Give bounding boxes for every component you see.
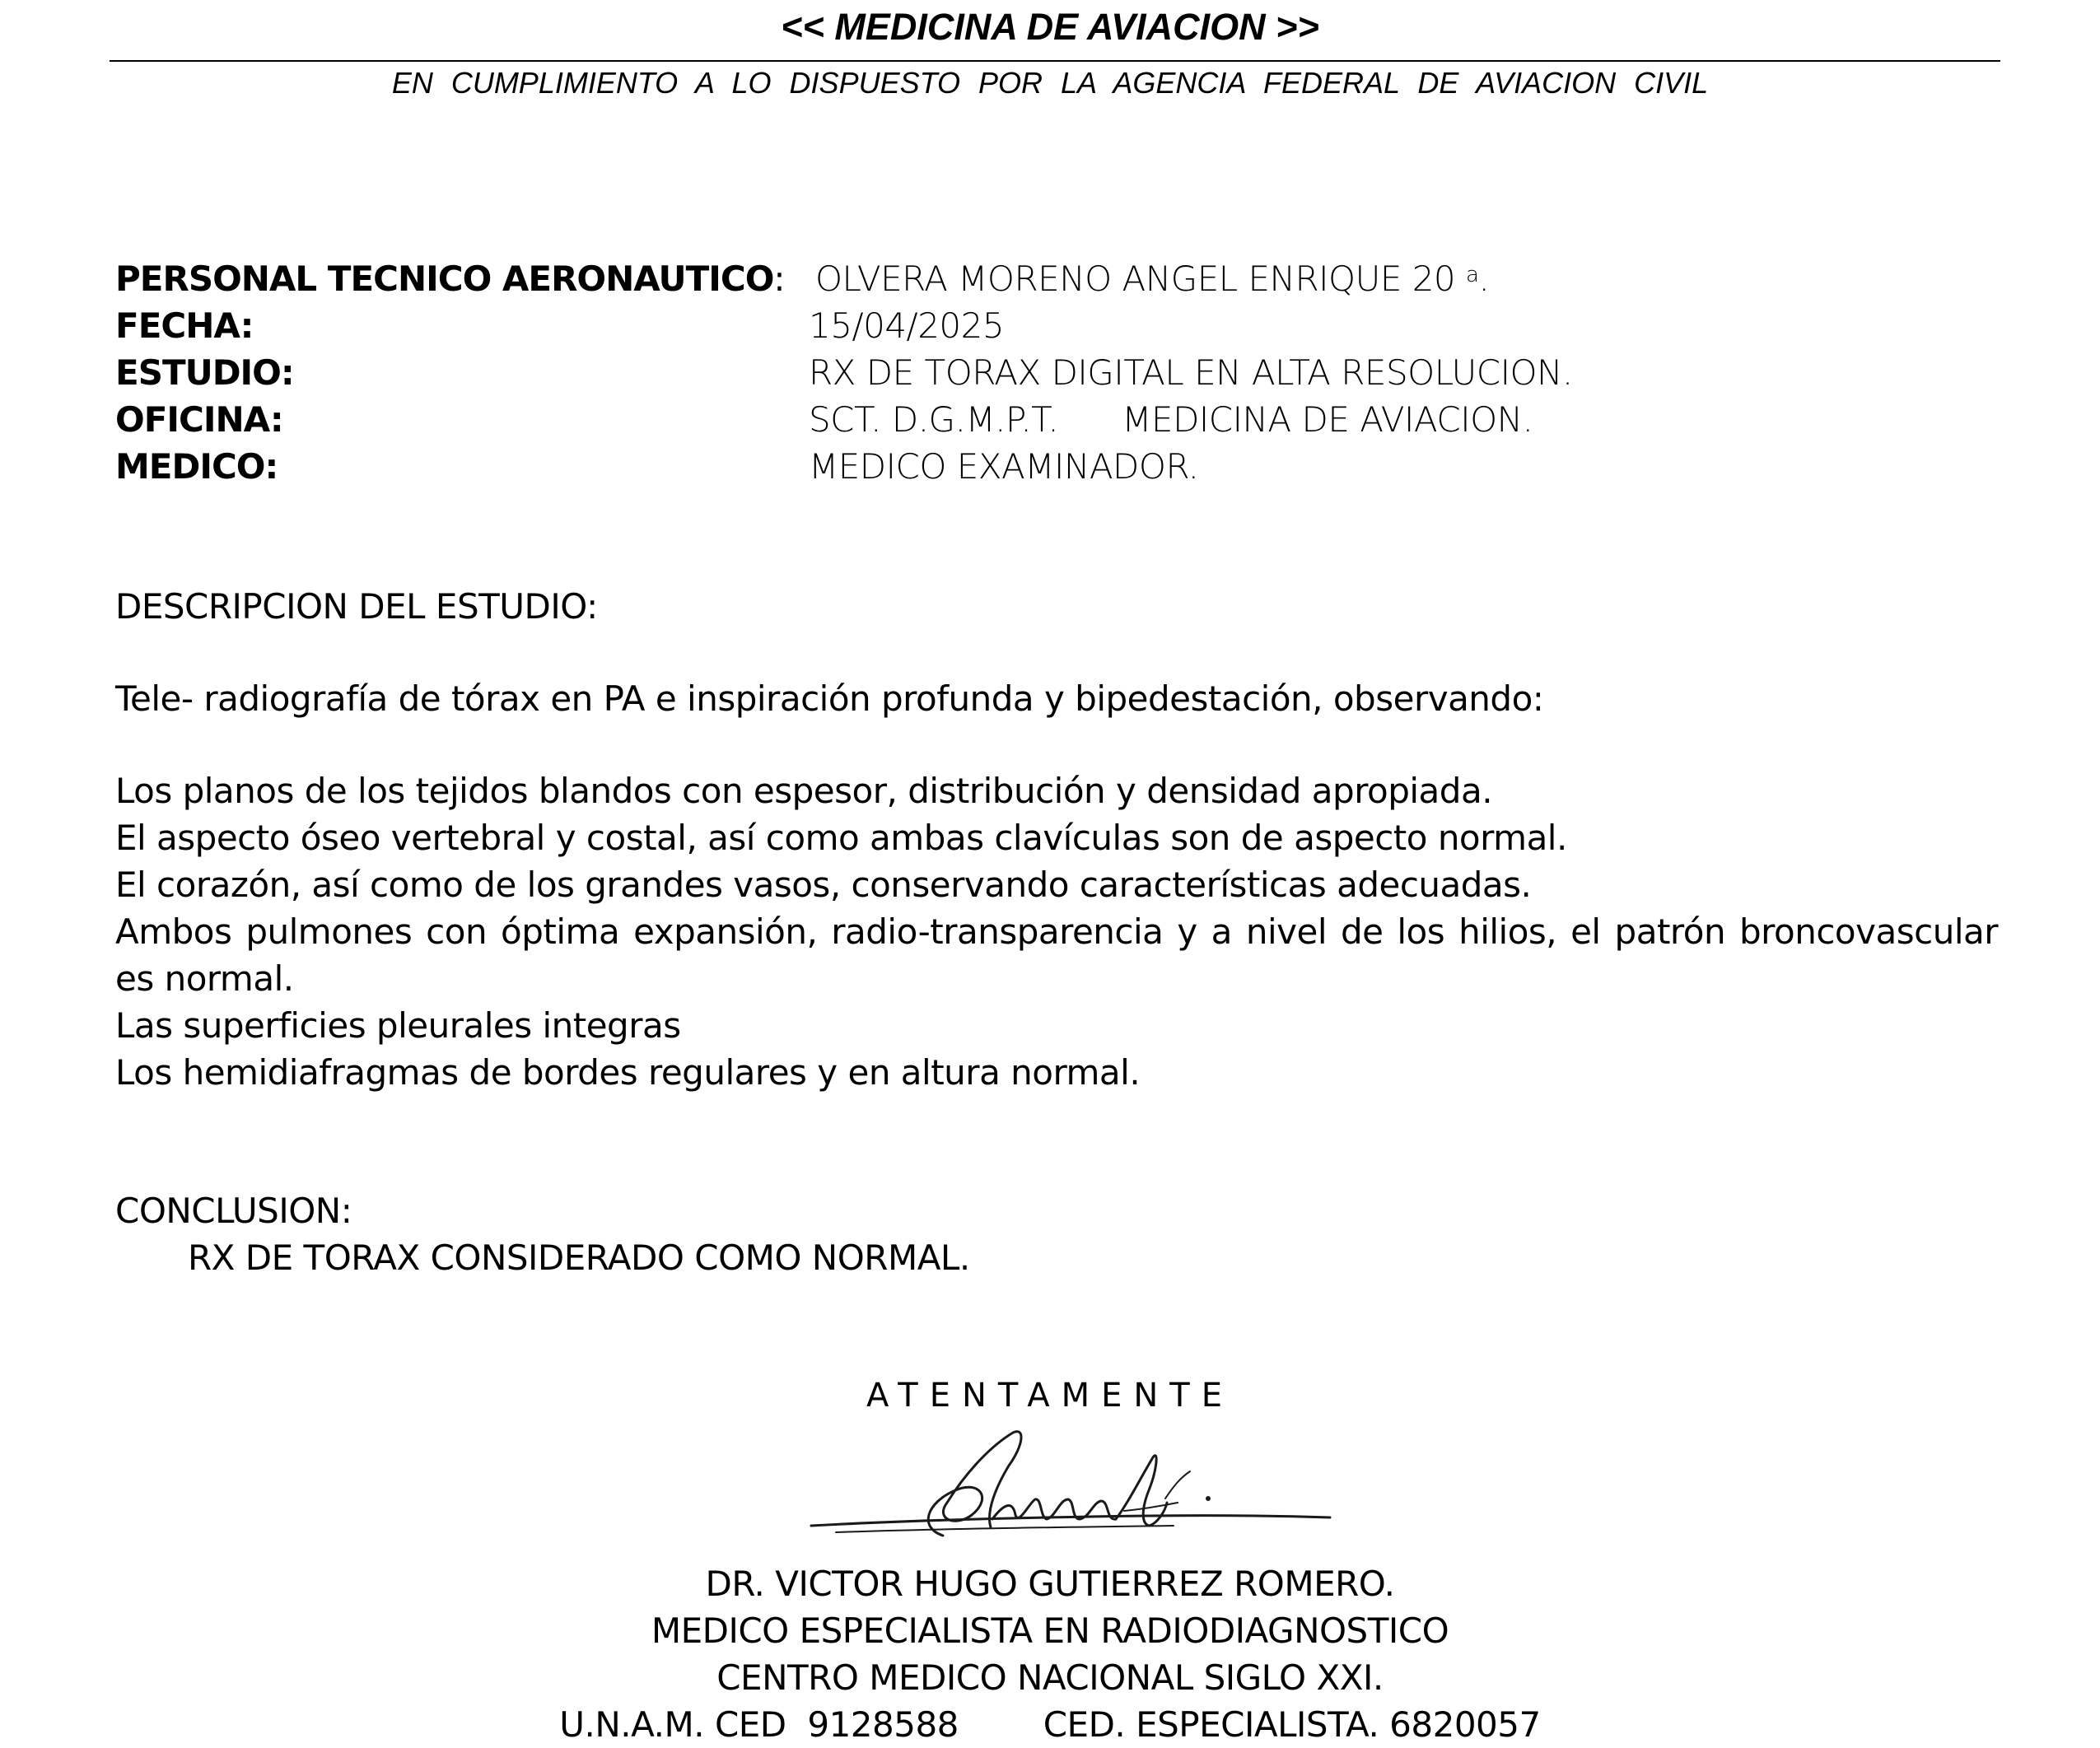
field-fecha-label: FECHA: (115, 305, 254, 346)
conclusion-text: RX DE TORAX CONSIDERADO COMO NORMAL. (188, 1238, 970, 1278)
field-estudio-value: RX DE TORAX DIGITAL EN ALTA RESOLUCION. (809, 352, 1573, 393)
signer-credentials: U.N.A.M. CED 9128588 CED. ESPECIALISTA. 6820057 (559, 1704, 1541, 1745)
finding-item: Los planos de los tejidos blandos con espesor, distribución y densidad apropiada. (115, 771, 1493, 811)
field-oficina (115, 396, 2009, 443)
field-estudio (115, 349, 2009, 396)
field-medico-label: MEDICO: (115, 446, 278, 487)
field-oficina-value: SCT. D.G.M.P.T. MEDICINA DE AVIACION. (809, 399, 1533, 440)
signer-institution: CENTRO MEDICO NACIONAL SIGLO XXI. (716, 1657, 1384, 1698)
field-personal-value: OLVERA MORENO ANGEL ENRIQUE 20 $^a$. (815, 259, 1490, 299)
findings-list (115, 767, 1998, 1096)
signer-name: DR. VICTOR HUGO GUTIERREZ ROMERO. (705, 1564, 1395, 1604)
conclusion-heading: CONCLUSION: (115, 1191, 352, 1231)
field-estudio-label: ESTUDIO: (115, 352, 294, 393)
finding-item: El corazón, así como de los grandes vasos, conservando características adecuadas. (115, 865, 1532, 905)
document-title: << MEDICINA DE AVIACION >> (781, 6, 1319, 48)
document-subtitle: EN CUMPLIMIENTO A LO DISPUESTO POR LA AGENCIA FEDERAL DE AVIACION CIVIL (391, 66, 1709, 100)
field-medico-value: MEDICO EXAMINADOR. (809, 446, 1199, 487)
finding-item: Ambos pulmones con óptima expansión, radio-transparencia y a nivel de los hilios, el patrón broncovascular es normal. (115, 911, 1998, 999)
field-fecha-value: 15/04/2025 (809, 305, 1005, 346)
signer-block (0, 1560, 2100, 1748)
field-oficina-label: OFICINA: (115, 399, 283, 440)
handwritten-signature (803, 1420, 1346, 1560)
field-personal-label: PERSONAL TECNICO AERONAUTICO: (115, 259, 785, 299)
header-divider (110, 60, 2000, 62)
patient-fields (115, 255, 2009, 490)
finding-item: El aspecto óseo vertebral y costal, así como ambas clavículas son de aspecto normal. (115, 818, 1567, 858)
field-personal (115, 255, 2009, 302)
finding-item: Las superficies pleurales integras (115, 1005, 681, 1046)
field-personal-value-suffix: a (1466, 263, 1479, 287)
description-intro: Tele- radiografía de tórax en PA e inspiración profunda y bipedestación, observando: (115, 678, 1544, 719)
field-medico (115, 443, 2009, 490)
description-heading: DESCRIPCION DEL ESTUDIO: (115, 586, 598, 627)
signer-title: MEDICO ESPECIALISTA EN RADIODIAGNOSTICO (651, 1610, 1449, 1651)
finding-item: Los hemidiafragmas de bordes regulares y en altura normal. (115, 1052, 1141, 1093)
closing-salutation: ATENTAMENTE (866, 1377, 1234, 1415)
field-fecha (115, 302, 2009, 349)
